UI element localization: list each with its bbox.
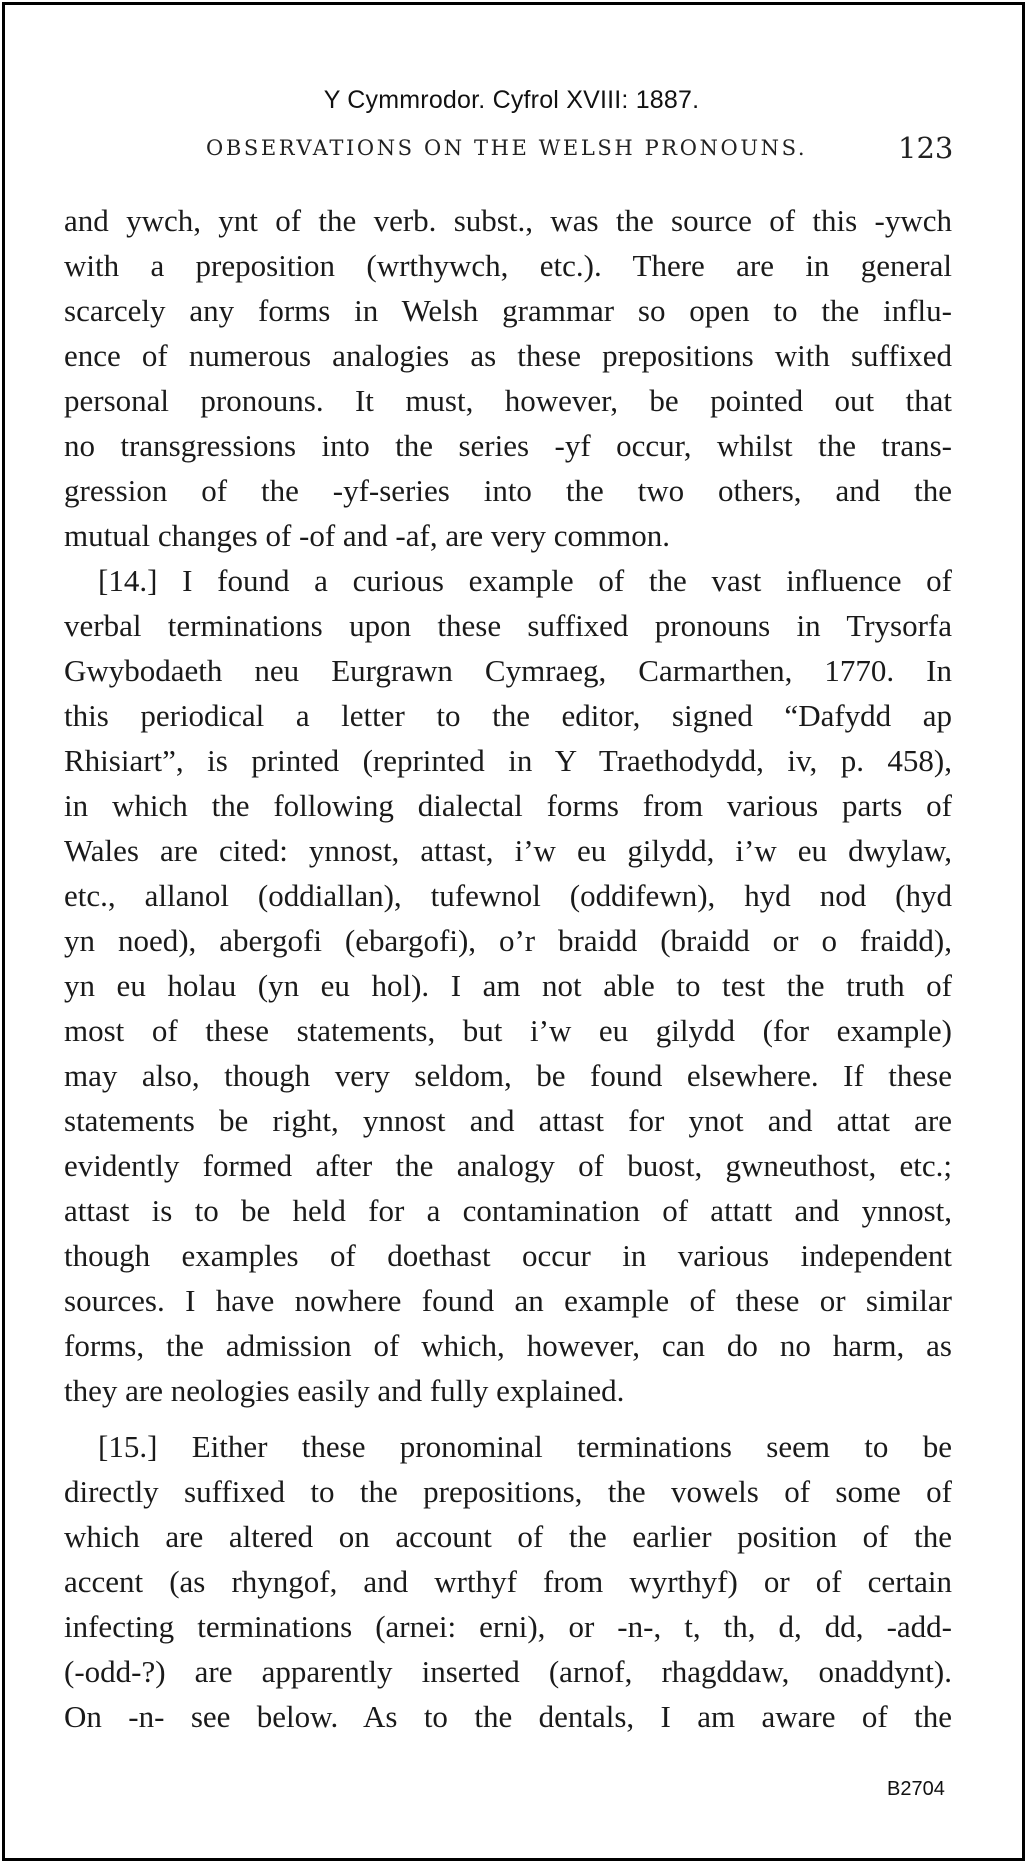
text-line: directly suffixed to the prepositions, the vowels of some of: [64, 1474, 952, 1509]
text-line: [14.] I found a curious example of the vast influence of: [98, 563, 952, 598]
catalog-id: B2704: [887, 1778, 945, 1800]
running-head: OBSERVATIONS ON THE WELSH PRONOUNS.: [206, 136, 808, 160]
text-line: infecting terminations (arnei: erni), or -n-, t, th, d, dd, -add-: [64, 1609, 952, 1644]
text-line: they are neologies easily and fully explained.: [64, 1373, 625, 1408]
text-line: yn noed), abergofi (ebargofi), o’r braidd (braidd or o fraidd),: [64, 923, 952, 958]
text-line: [15.] Either these pronominal terminations seem to be: [98, 1429, 952, 1464]
journal-caption: Y Cymmrodor. Cyfrol XVIII: 1887.: [323, 86, 700, 114]
text-line: no transgressions into the series -yf occur, whilst the trans-: [64, 428, 952, 463]
text-line: ence of numerous analogies as these prepositions with suffixed: [64, 338, 952, 373]
text-line: most of these statements, but i’w eu gilydd (for example): [64, 1013, 952, 1048]
text-line: this periodical a letter to the editor, signed “Dafydd ap: [64, 698, 952, 733]
text-line: gression of the -yf-series into the two others, and the: [64, 473, 952, 508]
text-line: On -n- see below. As to the dentals, I am aware of the: [64, 1699, 952, 1734]
text-line: Wales are cited: ynnost, attast, i’w eu gilydd, i’w eu dwylaw,: [64, 833, 952, 868]
text-line: yn eu holau (yn eu hol). I am not able to test the truth of: [64, 968, 952, 1003]
text-line: etc., allanol (oddiallan), tufewnol (oddifewn), hyd nod (hyd: [64, 878, 952, 913]
text-line: statements be right, ynnost and attast for ynot and attat are: [64, 1103, 952, 1138]
page-number: 123: [898, 131, 954, 165]
text-line: verbal terminations upon these suffixed pronouns in Trysorfa: [64, 608, 952, 643]
text-line: accent (as rhyngof, and wrthyf from wyrthyf) or of certain: [64, 1564, 952, 1599]
text-line: Gwybodaeth neu Eurgrawn Cymraeg, Carmarthen, 1770. In: [64, 653, 952, 688]
text-line: evidently formed after the analogy of buost, gwneuthost, etc.;: [64, 1148, 952, 1183]
text-line: Rhisiart”, is printed (reprinted in Y Traethodydd, iv, p. 458),: [64, 743, 952, 778]
text-line: scarcely any forms in Welsh grammar so open to the influ-: [64, 293, 952, 328]
text-line: (-odd-?) are apparently inserted (arnof, rhagddaw, onaddynt).: [64, 1654, 952, 1689]
text-line: sources. I have nowhere found an example of these or similar: [64, 1283, 952, 1318]
text-line: in which the following dialectal forms from various parts of: [64, 788, 952, 823]
text-line: and ywch, ynt of the verb. subst., was the source of this -ywch: [64, 203, 952, 238]
text-line: with a preposition (wrthywch, etc.). There are in general: [64, 248, 952, 283]
text-line: attast is to be held for a contamination of attatt and ynnost,: [64, 1193, 952, 1228]
text-line: may also, though very seldom, be found elsewhere. If these: [64, 1058, 952, 1093]
text-line: though examples of doethast occur in various independent: [64, 1238, 952, 1273]
text-line: which are altered on account of the earlier position of the: [64, 1519, 952, 1554]
text-line: forms, the admission of which, however, can do no harm, as: [64, 1328, 952, 1363]
text-line: personal pronouns. It must, however, be pointed out that: [64, 383, 952, 418]
text-line: mutual changes of -of and -af, are very common.: [64, 518, 670, 553]
